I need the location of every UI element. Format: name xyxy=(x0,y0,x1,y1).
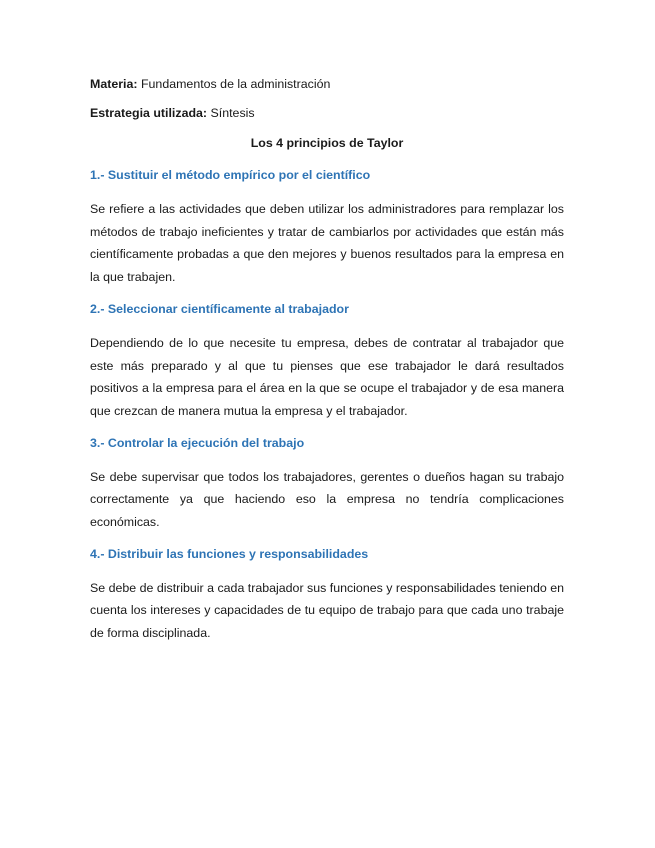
strategy-line xyxy=(90,105,564,121)
principle-section-1 xyxy=(90,167,564,289)
section-body: Se debe supervisar que todos los trabajadores, gerentes o dueños hagan su trabajo correctamente ya que haciendo eso la empresa no tendría complicaciones económicas. xyxy=(90,469,564,530)
document-title: Los 4 principios de Taylor xyxy=(250,136,404,150)
strategy-value: Síntesis xyxy=(210,106,255,120)
subject-label: Materia: xyxy=(90,77,138,91)
principle-section-2 xyxy=(90,301,564,423)
subject-value: Fundamentos de la administración xyxy=(140,77,331,91)
subject-line xyxy=(90,76,564,92)
principle-section-4 xyxy=(90,546,564,645)
section-heading: 3.- Controlar la ejecución del trabajo xyxy=(90,435,305,450)
section-heading: 2.- Seleccionar científicamente al trabajador xyxy=(90,301,349,316)
principle-section-3 xyxy=(90,435,564,534)
section-heading: 4.- Distribuir las funciones y responsabilidades xyxy=(90,546,369,561)
section-body: Dependiendo de lo que necesite tu empresa, debes de contratar al trabajador que este más preparado y al que tu pienses que ese trabajador le dará resultados positivos a la empresa para el área en la que se ocupe el trabajador y de esa manera que crezcan de manera mutua la empresa y el trabajador. xyxy=(90,335,564,418)
document-page xyxy=(90,76,564,657)
section-heading: 1.- Sustituir el método empírico por el científico xyxy=(90,168,371,182)
strategy-label: Estrategia utilizada: xyxy=(90,106,208,120)
section-body: Se refiere a las actividades que deben utilizar los administradores para remplazar los métodos de trabajo ineficientes y tratar de cambiarlos por actividades que están más científicamente probadas a que den mejores y buenos resultados para la empresa en la que trabajen. xyxy=(90,202,564,285)
section-body: Se debe de distribuir a cada trabajador sus funciones y responsabilidades teniendo en cuenta los intereses y capacidades de tu equipo de trabajo para que cada uno trabaje de forma disciplinada. xyxy=(90,580,564,641)
